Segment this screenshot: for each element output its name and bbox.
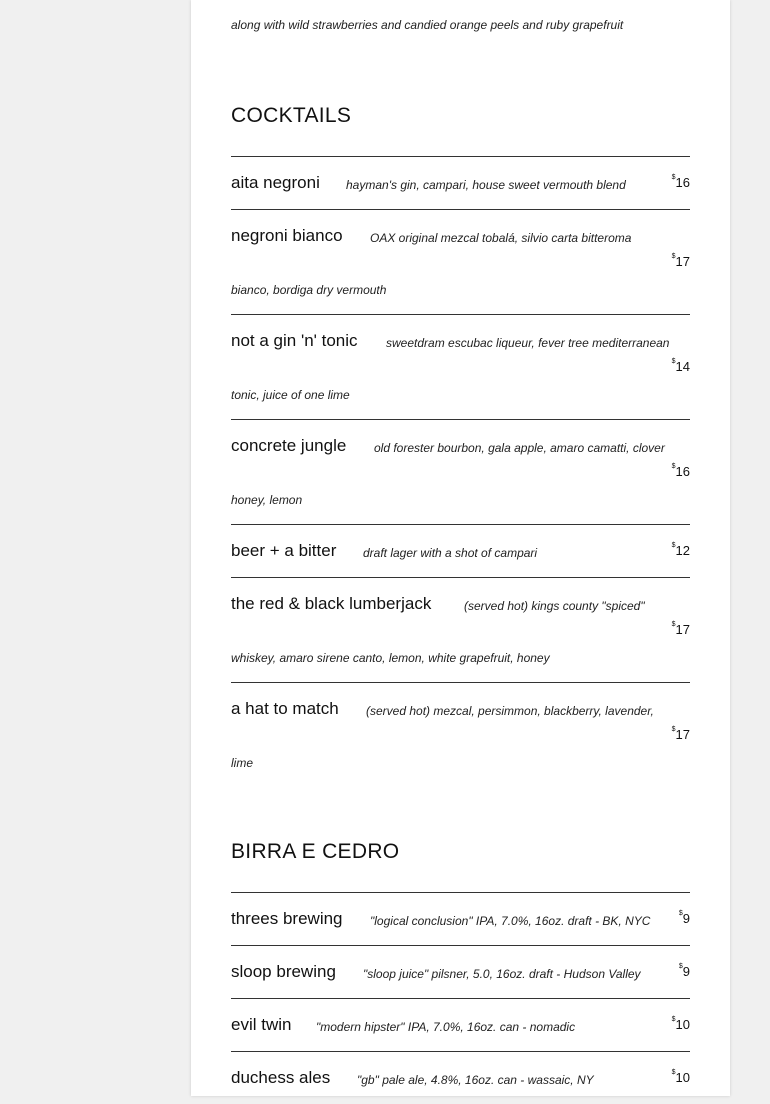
item-price: $16 — [671, 174, 690, 190]
menu-item — [231, 998, 690, 1051]
menu-item — [231, 945, 690, 998]
item-description: "sloop juice" pilsner, 5.0, 16oz. draft - Hudson Valley — [363, 967, 641, 981]
item-price: $17 — [671, 253, 690, 269]
item-price: $17 — [671, 726, 690, 742]
menu-item — [231, 892, 690, 945]
menu-item — [231, 682, 690, 792]
item-price: $10 — [671, 1069, 690, 1085]
item-price: $17 — [671, 621, 690, 637]
item-description: "modern hipster" IPA, 7.0%, 16oz. can - nomadic — [316, 1020, 576, 1034]
menu-item — [231, 524, 690, 577]
item-description: (served hot) mezcal, persimmon, blackberry, lavender, — [366, 704, 654, 718]
beer-list — [231, 892, 690, 1104]
menu-item — [231, 419, 690, 524]
item-description: "logical conclusion" IPA, 7.0%, 16oz. draft - BK, NYC — [370, 914, 651, 928]
item-price: $16 — [671, 463, 690, 479]
section-title-birra-e-cedro: BIRRA E CEDRO — [231, 840, 400, 863]
item-price: $9 — [678, 963, 690, 979]
menu-item — [231, 209, 690, 314]
item-description-cont: tonic, juice of one lime — [231, 388, 350, 402]
item-name: aita negroni — [231, 173, 320, 192]
item-price: $14 — [671, 358, 690, 374]
item-description: sweetdram escubac liqueur, fever tree mediterranean — [386, 336, 670, 350]
item-name: negroni bianco — [231, 226, 343, 245]
item-name: beer + a bitter — [231, 541, 337, 560]
item-name: the red & black lumberjack — [231, 594, 432, 613]
item-description-cont: whiskey, amaro sirene canto, lemon, white grapefruit, honey — [231, 651, 550, 665]
item-description: hayman's gin, campari, house sweet vermouth blend — [346, 178, 626, 192]
item-price: $9 — [678, 910, 690, 926]
menu-item — [231, 577, 690, 682]
section-title-cocktails: COCKTAILS — [231, 104, 352, 127]
menu-item — [231, 156, 690, 209]
intro-description: along with wild strawberries and candied orange peels and ruby grapefruit — [231, 18, 624, 32]
item-description: (served hot) kings county "spiced" — [464, 599, 645, 613]
item-name: concrete jungle — [231, 436, 347, 455]
item-name: evil twin — [231, 1015, 292, 1034]
item-price: $10 — [671, 1016, 690, 1032]
item-description-cont: lime — [231, 756, 254, 770]
item-name: threes brewing — [231, 909, 343, 928]
item-description: OAX original mezcal tobalá, silvio carta bitteroma — [370, 231, 632, 245]
item-name: duchess ales — [231, 1068, 331, 1087]
item-description-cont: honey, lemon — [231, 493, 303, 507]
menu-item — [231, 314, 690, 419]
item-price: $12 — [671, 542, 690, 558]
item-name: a hat to match — [231, 699, 339, 718]
item-description-cont: bianco, bordiga dry vermouth — [231, 283, 387, 297]
item-name: sloop brewing — [231, 962, 336, 981]
item-name: not a gin 'n' tonic — [231, 331, 358, 350]
item-description: draft lager with a shot of campari — [363, 546, 538, 560]
menu-item — [231, 1051, 690, 1104]
item-description: old forester bourbon, gala apple, amaro camatti, clover — [374, 441, 665, 455]
cocktails-list — [231, 156, 690, 792]
item-description: "gb" pale ale, 4.8%, 16oz. can - wassaic, NY — [357, 1073, 594, 1087]
